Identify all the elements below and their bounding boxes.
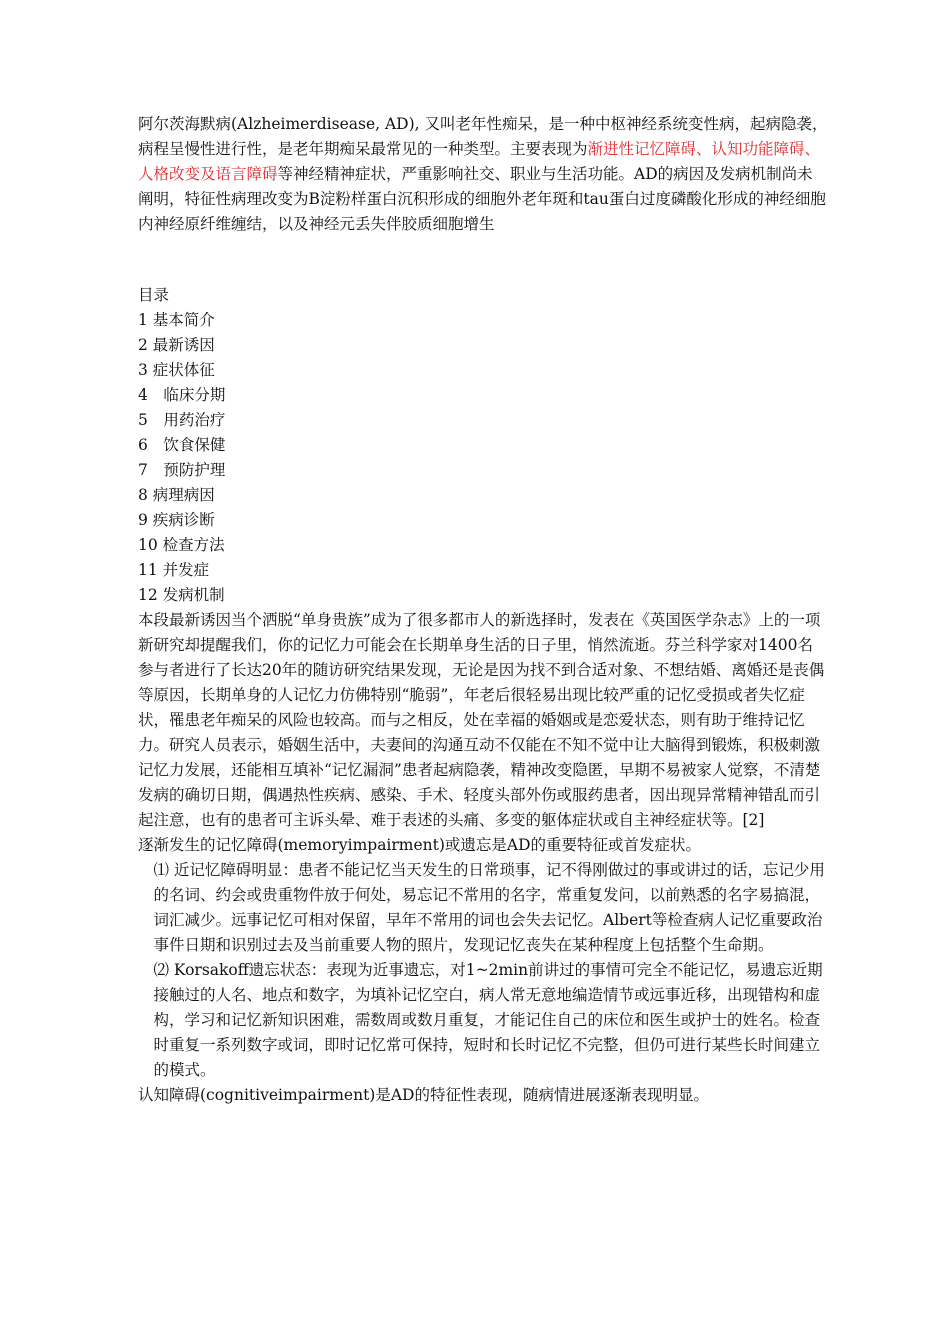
body-paragraph-latest-causes: 本段最新诱因当个洒脱“单身贵族”成为了很多都市人的新选择时，发表在《英国医学杂志》上的一项新研究却提醒我们，你的记忆力可能会在长期单身生活的日子里，悄然流逝。芬兰科学家对1400名参与者进行了长达20年的随访研究结果发现，无论是因为找不到合适对象、不想结婚、离婚还是丧偶等原因，长期单身的人记忆力仿佛特别“脆弱”，年老后很轻易出现比较严重的记忆受损或者失忆症状，罹患老年痴呆的风险也较高。而与之相反，处在幸福的婚姻或是恋爱状态，则有助于维持记忆力。研究人员表示，婚姻生活中，夫妻间的沟通互动不仅能在不知不觉中让大脑得到锻炼，积极刺激记忆力发展，还能相互填补“记忆漏洞”患者起病隐袭，精神改变隐匿，早期不易被家人觉察，不清楚发病的确切日期，偶遇热性疾病、感染、手术、轻度头部外伤或服药患者，因出现异常精神错乱而引起注意，也有的患者可主诉头晕、难于表述的头痛、多变的躯体症状或自主神经症状等。[2] [138,611,825,829]
table-of-contents [138,283,828,608]
document-content [138,112,828,1108]
intro-text-1: 阿尔茨海默病(Alzheimerdisease, AD), 又叫老年性痴呆，是一种中枢神经系统变性病，起病隐袭，病程呈慢性进行性，是老年期痴呆最常见的一种类型。主要表现为 [138,115,828,158]
intro-paragraph [138,112,828,237]
toc-item-6[interactable]: 6 饮食保健 [138,436,226,454]
toc-item-10[interactable]: 10 检查方法 [138,536,225,554]
body-paragraph-recent-memory: ⑴ 近记忆障碍明显：患者不能记忆当天发生的日常琐事，记不得刚做过的事或讲过的话，忘记少用的名词、约会或贵重物件放于何处，易忘记不常用的名字，常重复发问，以前熟悉的名字易搞混，词汇减少。远事记忆可相对保留，早年不常用的词也会失去记忆。Albert等检查病人记忆重要政治事件日期和识别过去及当前重要人物的照片，发现记忆丧失在某种程度上包括整个生命期。 [153,861,825,954]
body-paragraph-cognitive-impairment: 认知障碍(cognitiveimpairment)是AD的特征性表现，随病情进展逐渐表现明显。 [138,1086,709,1104]
toc-item-11[interactable]: 11 并发症 [138,561,210,579]
toc-item-4[interactable]: 4 临床分期 [138,386,226,404]
body-paragraph-korsakoff: ⑵ Korsakoff遗忘状态：表现为近事遗忘，对1~2min前讲过的事情可完全不能记忆，易遗忘近期接触过的人名、地点和数字，为填补记忆空白，病人常无意地编造情节或远事近移，出现错构和虚构，学习和记忆新知识困难，需数周或数月重复，才能记住自己的床位和医生或护士的姓名。检查时重复一系列数字或词，即时记忆常可保持，短时和长时记忆不完整，但仍可进行某些长时间建立的模式。 [153,961,823,1079]
toc-title: 目录 [138,286,170,304]
toc-item-1[interactable]: 1 基本简介 [138,311,215,329]
intro-highlight: 渐进性记忆障碍、认知功能障碍、人格改变及语言障碍 [138,140,821,183]
toc-item-3[interactable]: 3 症状体征 [138,361,215,379]
intro-text-2: 等神经精神症状，严重影响社交、职业与生活功能。AD的病因及发病机制尚未阐明，特征性病理改变为B淀粉样蛋白沉积形成的细胞外老年斑和tau蛋白过度磷酸化形成的神经细胞内神经原纤维缠结，以及神经元丢失伴胶质细胞增生 [138,165,826,233]
toc-item-2[interactable]: 2 最新诱因 [138,336,215,354]
toc-item-9[interactable]: 9 疾病诊断 [138,511,215,529]
toc-item-8[interactable]: 8 病理病因 [138,486,215,504]
toc-item-5[interactable]: 5 用药治疗 [138,411,226,429]
toc-item-12[interactable]: 12 发病机制 [138,586,225,604]
toc-item-7[interactable]: 7 预防护理 [138,461,226,479]
body-paragraph-memory-impairment: 逐渐发生的记忆障碍(memoryimpairment)或遗忘是AD的重要特征或首发症状。 [138,836,702,854]
